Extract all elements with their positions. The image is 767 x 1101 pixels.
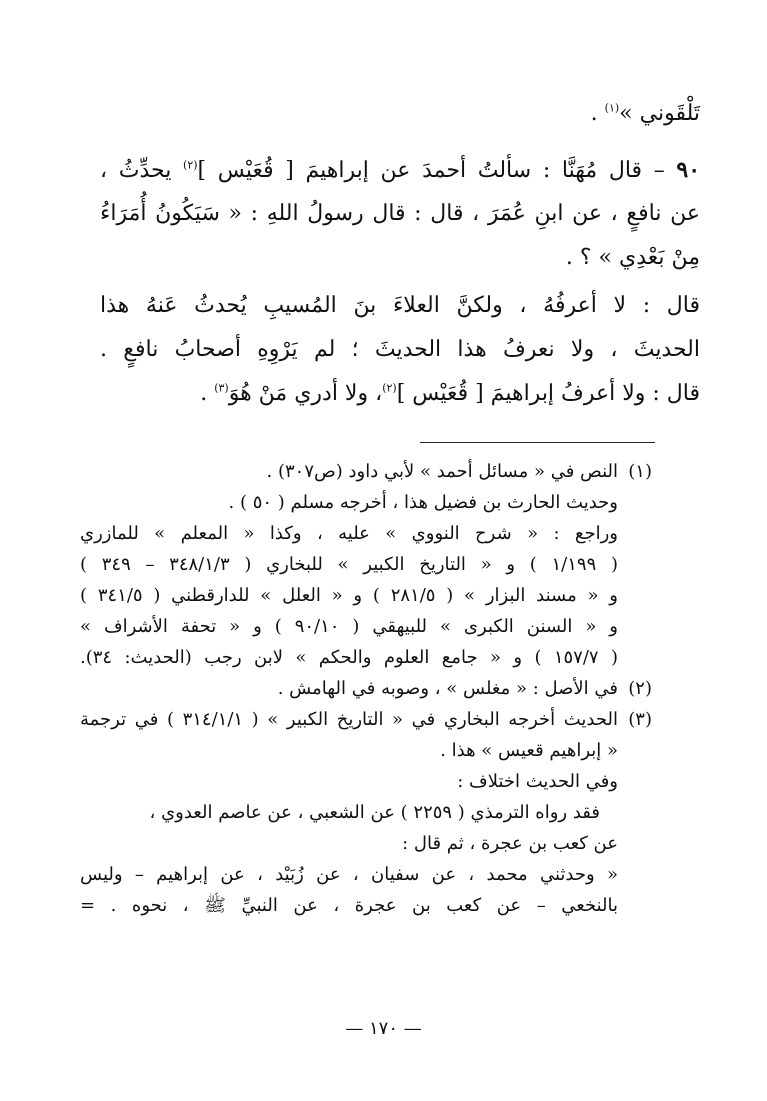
main-text — [100, 92, 700, 416]
main-line-4: مِنْ بَعْدِي » ؟ . — [565, 245, 700, 270]
footnote-2-line-1 — [80, 673, 652, 704]
text-fragment: . — [590, 101, 605, 126]
footnote-3-line-3: وفي الحديث اختلاف : — [457, 771, 618, 792]
footnote-1-line-5: و « مسند البزار » ( ٢٨١/٥ ) و « العلل » للدارقطني ( ٣٤١/٥ ) — [80, 585, 619, 606]
footnote-3-line-1 — [80, 704, 652, 735]
footnote-ref-3: (٣) — [214, 381, 229, 395]
footnote-1-line-1 — [80, 456, 652, 487]
footnote-text: في الأصل : « مغلس » ، وصوبه في الهامش . — [277, 678, 618, 699]
hadith-number: ٩٠ — [676, 157, 701, 183]
footnote-1-line-6: و « السنن الكبرى » للبيهقي ( ٩٠/١٠ ) و « تحفة الأشراف » — [80, 616, 618, 637]
main-line-1 — [100, 92, 700, 136]
text-fragment: . — [200, 381, 215, 406]
footnote-marker-3: (٣) — [628, 709, 652, 730]
text-fragment: قال : ولا أعرفُ إبراهيمَ [ قُعَيْس ] — [396, 381, 700, 406]
footnote-3-line-4: فقد رواه الترمذي ( ٢٢٥٩ ) عن الشعبي ، عن عاصم العدوي ، — [149, 802, 600, 823]
footnote-3-line-5: عن كعب بن عجرة ، ثم قال : — [402, 833, 618, 854]
footnote-marker-2: (٢) — [628, 678, 652, 699]
footnote-3-line-2: « إبراهيم قعيس » هذا . — [440, 740, 618, 761]
footnote-3-line-6: « وحدثني محمد ، عن سفيان ، عن زُبَيْد ، عن إبراهيم – وليس — [80, 864, 618, 885]
footnote-3-line-7: بالنخعي – عن كعب بن عجرة ، عن النبيِّ ﷺ ، نحوه . = — [80, 895, 618, 916]
main-line-2 — [100, 148, 700, 192]
text-fragment: ، ولا أدري مَنْ هُوَ — [228, 381, 383, 406]
footnotes — [80, 456, 652, 921]
text-fragment: تَلْقَوني » — [619, 101, 700, 126]
footnote-text: الحديث أخرجه البخاري في « التاريخ الكبير » ( ٣١٤/١/١ ) في ترجمة — [80, 709, 618, 730]
footnote-ref-1: (١) — [604, 101, 620, 115]
footnote-ref-2b: (٢) — [382, 381, 397, 395]
footnote-1-line-3: وراجع : « شرح النووي » عليه ، وكذا « المعلم » للمازري — [80, 523, 618, 544]
main-line-3: عن نافعٍ ، عن ابنِ عُمَرَ ، قال : قال رسولُ اللهِ : « سَيَكُونُ أُمَرَاءُ — [100, 201, 700, 226]
main-line-5: قال : لا أعرفُهُ ، ولكنَّ العلاءَ بنَ المُسيبِ يُحدثُ عَنهُ هذا — [100, 293, 700, 318]
text-fragment: – قال مُهَنَّا : سألتُ أحمدَ عن إبراهيمَ [ قُعَيْس ] — [197, 158, 677, 183]
footnote-ref-2: (٢) — [183, 158, 198, 172]
main-line-7 — [100, 372, 700, 416]
page-number: — ١٧٠ — — [345, 1018, 422, 1039]
footnote-1-line-2: وحديث الحارث بن فضيل هذا ، أخرجه مسلم ( ٥٠ ) . — [228, 492, 618, 513]
footnote-separator — [420, 442, 655, 443]
main-line-6: الحديثَ ، ولا نعرفُ هذا الحديثَ ؛ لم يَرْوِهِ أصحابُ نافعٍ . — [100, 337, 700, 362]
footnote-1-line-7: ( ١٥٧/٧ ) و « جامع العلوم والحكم » لابن رجب (الحديث: ٣٤). — [80, 647, 618, 668]
footnote-1-line-4: ( ١/١٩٩ ) و « التاريخ الكبير » للبخاري ( ٣٤٨/١/٣ – ٣٤٩ ) — [80, 554, 618, 575]
footnote-text: النص في « مسائل أحمد » لأبي داود (ص٣٠٧) . — [266, 461, 618, 482]
text-fragment: يحدِّثُ ، — [100, 158, 184, 183]
footnote-marker-1: (١) — [628, 461, 652, 482]
